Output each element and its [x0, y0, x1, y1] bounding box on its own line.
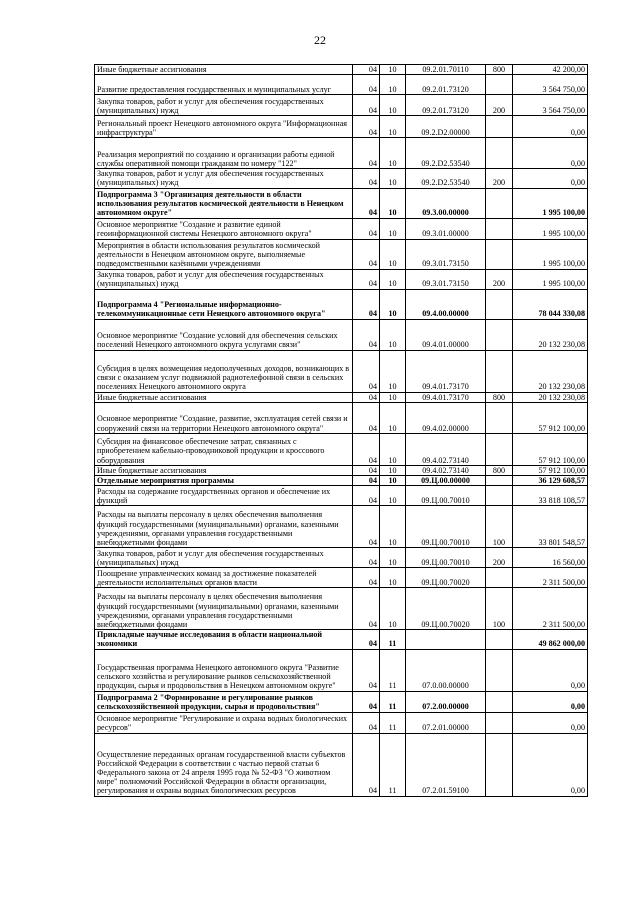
row-sum-cell: 36 129 608,57: [513, 476, 588, 486]
row-name-cell: Государственная программа Ненецкого автономного округа "Развитие сельского хозяйства и регулирование рынков сельскохозяйственной продукции, сырья и продовольствия в Ненецком автономном округе": [95, 649, 353, 691]
budget-table: [94, 64, 588, 797]
row-sum-cell: 3 564 750,00: [513, 75, 588, 95]
row-name-cell: Иные бюджетные ассигнования: [95, 465, 353, 475]
row-name-cell: Основное мероприятие "Создание условий для обеспечения сельских поселений Ненецкого автономного округа услугами связи": [95, 319, 353, 350]
row-subsection-cell: 10: [380, 289, 406, 319]
row-name-cell: Закупка товаров, работ и услуг для обеспечения государственных (муниципальных) нужд: [95, 269, 353, 289]
row-name-cell: Субсидия в целях возмещения недополученных доходов, возникающих в связи с оказанием услуг подвижной радиотелефонной связи в сельских поселениях Ненецкого автономного округа: [95, 350, 353, 392]
row-name-cell: Основное мероприятие "Создание и развитие единой геоинформационной системы Ненецкого автономного округа": [95, 218, 353, 239]
row-code-cell: 09.Ц.00.70020: [406, 588, 486, 630]
table-row: [95, 568, 588, 588]
row-code-cell: 09.Ц.00.00000: [406, 476, 486, 486]
row-sum-cell: 0,00: [513, 116, 588, 138]
row-sum-cell: 3 564 750,00: [513, 95, 588, 116]
row-expense-type-cell: 800: [486, 65, 513, 75]
row-expense-type-cell: [486, 350, 513, 392]
table-row: [95, 138, 588, 169]
row-sum-cell: 1 995 100,00: [513, 269, 588, 289]
row-name-cell: Прикладные научные исследования в области национальной экономики: [95, 630, 353, 649]
row-code-cell: 09.3.00.00000: [406, 188, 486, 218]
row-code-cell: 09.3.01.73150: [406, 239, 486, 269]
row-subsection-cell: 10: [380, 350, 406, 392]
row-section-cell: 04: [353, 486, 380, 506]
row-subsection-cell: 10: [380, 319, 406, 350]
row-code-cell: 09.4.02.00000: [406, 402, 486, 433]
row-code-cell: 09.2.D2.53540: [406, 169, 486, 188]
row-subsection-cell: 10: [380, 116, 406, 138]
row-subsection-cell: 10: [380, 169, 406, 188]
row-section-cell: 04: [353, 75, 380, 95]
row-name-cell: Основное мероприятие "Создание, развитие, эксплуатация сетей связи и сооружений связи на территории Ненецкого автономного округа": [95, 402, 353, 433]
row-sum-cell: 0,00: [513, 169, 588, 188]
row-subsection-cell: 10: [380, 433, 406, 465]
row-code-cell: 09.Ц.00.70010: [406, 506, 486, 548]
row-expense-type-cell: [486, 116, 513, 138]
row-sum-cell: 33 818 108,57: [513, 486, 588, 506]
row-expense-type-cell: [486, 691, 513, 712]
row-subsection-cell: 10: [380, 402, 406, 433]
row-sum-cell: 33 801 548,57: [513, 506, 588, 548]
row-sum-cell: 1 995 100,00: [513, 239, 588, 269]
row-expense-type-cell: [486, 712, 513, 733]
table-row: [95, 630, 588, 649]
row-section-cell: 04: [353, 568, 380, 588]
row-code-cell: 09.2.01.70110: [406, 65, 486, 75]
row-expense-type-cell: 800: [486, 465, 513, 475]
row-sum-cell: 1 995 100,00: [513, 218, 588, 239]
row-sum-cell: 49 862 000,00: [513, 630, 588, 649]
row-expense-type-cell: 200: [486, 269, 513, 289]
row-section-cell: 04: [353, 630, 380, 649]
row-section-cell: 04: [353, 239, 380, 269]
table-row: [95, 95, 588, 116]
table-row: [95, 476, 588, 486]
row-section-cell: 04: [353, 218, 380, 239]
table-row: [95, 588, 588, 630]
row-section-cell: 04: [353, 465, 380, 475]
row-expense-type-cell: 800: [486, 392, 513, 402]
row-code-cell: 09.2.01.73120: [406, 95, 486, 116]
row-section-cell: 04: [353, 392, 380, 402]
table-row: [95, 239, 588, 269]
row-expense-type-cell: 200: [486, 95, 513, 116]
row-section-cell: 04: [353, 691, 380, 712]
row-code-cell: 07.0.00.00000: [406, 649, 486, 691]
row-sum-cell: 0,00: [513, 733, 588, 796]
row-code-cell: 09.2.D2.53540: [406, 138, 486, 169]
row-expense-type-cell: [486, 289, 513, 319]
row-sum-cell: 1 995 100,00: [513, 188, 588, 218]
row-subsection-cell: 11: [380, 712, 406, 733]
row-sum-cell: 57 912 100,00: [513, 433, 588, 465]
row-code-cell: 09.4.01.73170: [406, 392, 486, 402]
row-expense-type-cell: 200: [486, 169, 513, 188]
row-expense-type-cell: 200: [486, 548, 513, 568]
row-sum-cell: 0,00: [513, 138, 588, 169]
row-expense-type-cell: [486, 630, 513, 649]
row-sum-cell: 0,00: [513, 649, 588, 691]
row-subsection-cell: 10: [380, 548, 406, 568]
row-sum-cell: 2 311 500,00: [513, 588, 588, 630]
row-name-cell: Расходы на выплаты персоналу в целях обеспечения выполнения функций государственными (муниципальными) органами, казенными учреждениями, органами управления государственными внебюджетными фондами: [95, 588, 353, 630]
row-code-cell: 07.2.00.00000: [406, 691, 486, 712]
row-code-cell: 09.4.02.73140: [406, 465, 486, 475]
row-section-cell: 04: [353, 402, 380, 433]
table-row: [95, 733, 588, 796]
row-section-cell: 04: [353, 548, 380, 568]
row-section-cell: 04: [353, 319, 380, 350]
row-section-cell: 04: [353, 169, 380, 188]
row-name-cell: Мероприятия в области использования результатов космической деятельности в Ненецком автономном округе, выполняемые подведомственными казёнными учреждениями: [95, 239, 353, 269]
row-subsection-cell: 10: [380, 188, 406, 218]
row-expense-type-cell: [486, 649, 513, 691]
row-sum-cell: 2 311 500,00: [513, 568, 588, 588]
row-code-cell: 09.2.01.73120: [406, 75, 486, 95]
row-subsection-cell: 11: [380, 691, 406, 712]
row-section-cell: 04: [353, 65, 380, 75]
row-subsection-cell: 10: [380, 392, 406, 402]
table-row: [95, 65, 588, 75]
table-row: [95, 402, 588, 433]
row-expense-type-cell: [486, 402, 513, 433]
row-expense-type-cell: [486, 75, 513, 95]
table-row: [95, 350, 588, 392]
row-sum-cell: 42 200,00: [513, 65, 588, 75]
row-subsection-cell: 10: [380, 486, 406, 506]
row-code-cell: 09.4.00.00000: [406, 289, 486, 319]
row-section-cell: 04: [353, 649, 380, 691]
row-subsection-cell: 11: [380, 649, 406, 691]
row-name-cell: Закупка товаров, работ и услуг для обеспечения государственных (муниципальных) нужд: [95, 169, 353, 188]
row-name-cell: Региональный проект Ненецкого автономного округа "Информационная инфраструктура": [95, 116, 353, 138]
row-subsection-cell: 10: [380, 269, 406, 289]
row-code-cell: 09.4.01.73170: [406, 350, 486, 392]
table-row: [95, 465, 588, 475]
row-section-cell: 04: [353, 188, 380, 218]
row-subsection-cell: 10: [380, 75, 406, 95]
row-code-cell: 07.2.01.59100: [406, 733, 486, 796]
table-row: [95, 392, 588, 402]
row-subsection-cell: 10: [380, 465, 406, 475]
row-subsection-cell: 11: [380, 630, 406, 649]
row-code-cell: 09.Ц.00.70010: [406, 548, 486, 568]
row-subsection-cell: 10: [380, 138, 406, 169]
row-name-cell: Субсидия на финансовое обеспечение затрат, связанных с приобретением кабельно-проводниковой продукции и кроссового оборудования: [95, 433, 353, 465]
row-code-cell: 07.2.01.00000: [406, 712, 486, 733]
row-expense-type-cell: [486, 188, 513, 218]
row-name-cell: Подпрограмма 2 "Формирование и регулирование рынков сельскохозяйственной продукции, сырья и продовольствия": [95, 691, 353, 712]
row-section-cell: 04: [353, 506, 380, 548]
row-code-cell: 09.Ц.00.70010: [406, 486, 486, 506]
row-expense-type-cell: 100: [486, 506, 513, 548]
row-code-cell: 09.Ц.00.70020: [406, 568, 486, 588]
table-row: [95, 218, 588, 239]
page-number: 22: [314, 33, 326, 47]
table-row: [95, 169, 588, 188]
table-row: [95, 289, 588, 319]
row-sum-cell: 20 132 230,08: [513, 319, 588, 350]
row-name-cell: Подпрограмма 3 "Организация деятельности в области использования результатов космической деятельности в Ненецком автономном округе": [95, 188, 353, 218]
table-row: [95, 188, 588, 218]
row-expense-type-cell: [486, 733, 513, 796]
row-expense-type-cell: [486, 319, 513, 350]
row-name-cell: Развитие предоставления государственных и муниципальных услуг: [95, 75, 353, 95]
row-name-cell: Осуществление переданных органам государственной власти субъектов Российской Федерации в соответствии с частью первой статьи 6 Федерального закона от 24 апреля 1995 года № 52-ФЗ "О животном мире" полномочий Российской Федерации в области организации, регулирования и охраны водных биологических ресурсов: [95, 733, 353, 796]
row-expense-type-cell: 100: [486, 588, 513, 630]
row-sum-cell: 20 132 230,08: [513, 392, 588, 402]
row-subsection-cell: 10: [380, 588, 406, 630]
row-subsection-cell: 10: [380, 476, 406, 486]
row-subsection-cell: 10: [380, 239, 406, 269]
table-row: [95, 116, 588, 138]
row-section-cell: 04: [353, 95, 380, 116]
row-code-cell: [406, 630, 486, 649]
row-code-cell: 09.3.01.00000: [406, 218, 486, 239]
row-name-cell: Подпрограмма 4 "Региональные информационно-телекоммуникационные сети Ненецкого автономного округа": [95, 289, 353, 319]
row-sum-cell: 78 044 330,08: [513, 289, 588, 319]
table-row: [95, 649, 588, 691]
table-row: [95, 506, 588, 548]
table-row: [95, 712, 588, 733]
row-expense-type-cell: [486, 433, 513, 465]
row-name-cell: Закупка товаров, работ и услуг для обеспечения государственных (муниципальных) нужд: [95, 95, 353, 116]
row-expense-type-cell: [486, 476, 513, 486]
row-sum-cell: 0,00: [513, 691, 588, 712]
row-name-cell: Расходы на выплаты персоналу в целях обеспечения выполнения функций государственными (муниципальными) органами, казенными учреждениями, органами управления государственными внебюджетными фондами: [95, 506, 353, 548]
row-expense-type-cell: [486, 568, 513, 588]
row-expense-type-cell: [486, 218, 513, 239]
table-row: [95, 691, 588, 712]
table-row: [95, 548, 588, 568]
table-row: [95, 433, 588, 465]
row-name-cell: Расходы на содержание государственных органов и обеспечение их функций: [95, 486, 353, 506]
row-subsection-cell: 10: [380, 568, 406, 588]
row-section-cell: 04: [353, 269, 380, 289]
row-section-cell: 04: [353, 476, 380, 486]
row-expense-type-cell: [486, 486, 513, 506]
table-row: [95, 319, 588, 350]
row-sum-cell: 57 912 100,00: [513, 465, 588, 475]
row-sum-cell: 16 560,00: [513, 548, 588, 568]
row-subsection-cell: 10: [380, 218, 406, 239]
row-expense-type-cell: [486, 239, 513, 269]
row-name-cell: Реализация мероприятий по созданию и организации работы единой службы оперативной помощи гражданам по номеру "122": [95, 138, 353, 169]
row-section-cell: 04: [353, 433, 380, 465]
row-section-cell: 04: [353, 733, 380, 796]
row-section-cell: 04: [353, 289, 380, 319]
row-code-cell: 09.3.01.73150: [406, 269, 486, 289]
row-name-cell: Иные бюджетные ассигнования: [95, 65, 353, 75]
row-name-cell: Отдельные мероприятия программы: [95, 476, 353, 486]
row-subsection-cell: 11: [380, 733, 406, 796]
row-sum-cell: 0,00: [513, 712, 588, 733]
row-subsection-cell: 10: [380, 506, 406, 548]
row-section-cell: 04: [353, 116, 380, 138]
row-code-cell: 09.2.D2.00000: [406, 116, 486, 138]
row-code-cell: 09.4.02.73140: [406, 433, 486, 465]
row-section-cell: 04: [353, 138, 380, 169]
row-name-cell: Закупка товаров, работ и услуг для обеспечения государственных (муниципальных) нужд: [95, 548, 353, 568]
row-section-cell: 04: [353, 588, 380, 630]
row-section-cell: 04: [353, 350, 380, 392]
row-name-cell: Иные бюджетные ассигнования: [95, 392, 353, 402]
row-sum-cell: 20 132 230,08: [513, 350, 588, 392]
table-row: [95, 75, 588, 95]
row-sum-cell: 57 912 100,00: [513, 402, 588, 433]
row-subsection-cell: 10: [380, 65, 406, 75]
row-name-cell: Поощрение управленческих команд за достижение показателей деятельности исполнительных органов власти: [95, 568, 353, 588]
table-row: [95, 269, 588, 289]
row-expense-type-cell: [486, 138, 513, 169]
row-section-cell: 04: [353, 712, 380, 733]
row-subsection-cell: 10: [380, 95, 406, 116]
row-name-cell: Основное мероприятие "Регулирование и охрана водных биологических ресурсов": [95, 712, 353, 733]
row-code-cell: 09.4.01.00000: [406, 319, 486, 350]
table-row: [95, 486, 588, 506]
